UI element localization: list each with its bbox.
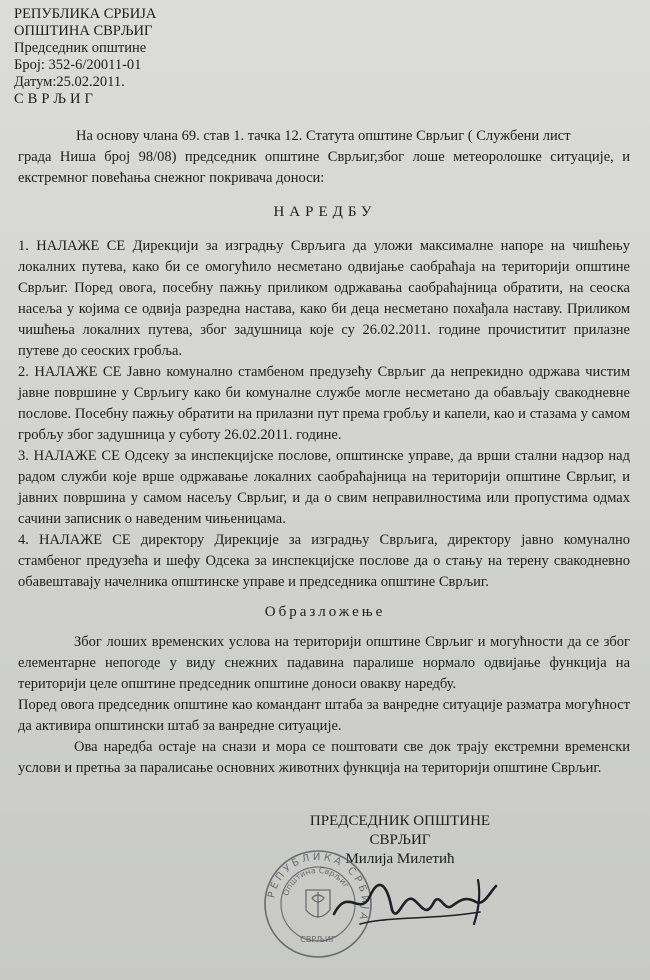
stamp-emblem-icon (306, 890, 330, 918)
reasoning-paragraph-3: Ова наредба остаје на снази и мора се поштовати све док трају екстремни временски услови и претња за паралисање основних животних функција на територији општине Сврљиг. (18, 739, 630, 776)
order-item-3: 3. НАЛАЖЕ СЕ Одсеку за инспекцијске послове, општинске управе, да врши стални надзор над радом служби које врше одржавање локалних саобраћајница на територији општине Сврљиг, и јавних површина у самом насељу Сврљиг, и да о свим неправилностима или пропустима одмах сачини записник о наведеним чињеницама. (18, 448, 630, 527)
header-date: Датум:25.02.2011. (14, 74, 125, 90)
stamp-inner-text: Општина Сврљиг (281, 865, 351, 897)
orders-list (18, 236, 630, 593)
stamp-bottom-text: СВРЉИГ (300, 935, 336, 944)
reasoning-title: Образложење (264, 604, 386, 620)
handwritten-signature (330, 866, 500, 936)
reasoning-section (18, 632, 630, 779)
reasoning-paragraph-1: Због лоших временских услова на територији општине Сврљиг и могућности да се због елементарне непогоде у виду снежних падавина паралише нормало одвијање функција на територији целе општине председник општине доноси овакву наредбу. (18, 634, 630, 692)
document-title: НАРЕДБУ (273, 204, 377, 220)
signature-municipality: СВРЉИГ (369, 832, 431, 848)
header-city: СВРЉИГ (14, 91, 97, 107)
intro-paragraph (18, 126, 630, 189)
header-republic: РЕПУБЛИКА СРБИЈА (14, 6, 157, 22)
order-item-4: 4. НАЛАЖЕ СЕ директору Дирекције за изградњу Сврљига, директору јавно комунално стамбеног предузећа и шефу Одсека за инспекцијске послове да о стању на терену свакодневно обавештавају начелника општинске управе и председника општине Сврљиг. (18, 532, 630, 590)
header-office: Председник општине (14, 40, 147, 56)
order-item-1: 1. НАЛАЖЕ СЕ Дирекцији за изградњу Сврљига да уложи максималне напоре на чишћењу локалних путева, како би се омогућило несметано одвијање саобраћаја на територији општине Сврљиг. Поред овога, посебну пажњу приликом одржавања саобраћајница обратити, на сеоска насеља у којима се одвија разредна настава, како би деца несметано похађала наставу. Приликом чишћења локалних путева, због задушница које су 26.02.2011. године прочиститит прилазне путеве до сеоских гробља. (18, 238, 630, 359)
order-item-2: 2. НАЛАЖЕ СЕ Јавно комунално стамбеном предузећу Сврљиг да непрекидно одржава чистим јавне површине у Сврљигу како би комуналне службе могле несметано да обављају свакодневне послове. Посебну пажњу обратити на прилазни пут према гробљу и капели, као и стазама у самом гробљу због задушница у суботу 26.02.2011. године. (18, 364, 630, 443)
signature-name: Милија Милетић (345, 851, 455, 867)
signature-title: ПРЕДСЕДНИК ОПШТИНЕ (309, 813, 491, 829)
header-municipality: ОПШТИНА СВРЉИГ (14, 23, 153, 39)
stamp-outer-text: РЕПУБЛИКА СРБИЈА (266, 851, 371, 924)
intro-line-1: На основу члана 69. став 1. тачка 12. Статута општине Сврљиг ( Службени лист (76, 128, 571, 144)
document-header (14, 6, 156, 108)
intro-rest: града Ниша број 98/08) председник општине Сврљиг,због лоше метеоролошке ситуације, и екстремног повећања снежног покривача доноси: (18, 149, 630, 186)
reasoning-paragraph-2: Поред овога председник општине као командант штаба за ванредне ситуације разматра могућност да активира општински штаб за ванредне ситуације. (18, 697, 630, 734)
header-number: Број: 352-6/20011-01 (14, 57, 142, 73)
